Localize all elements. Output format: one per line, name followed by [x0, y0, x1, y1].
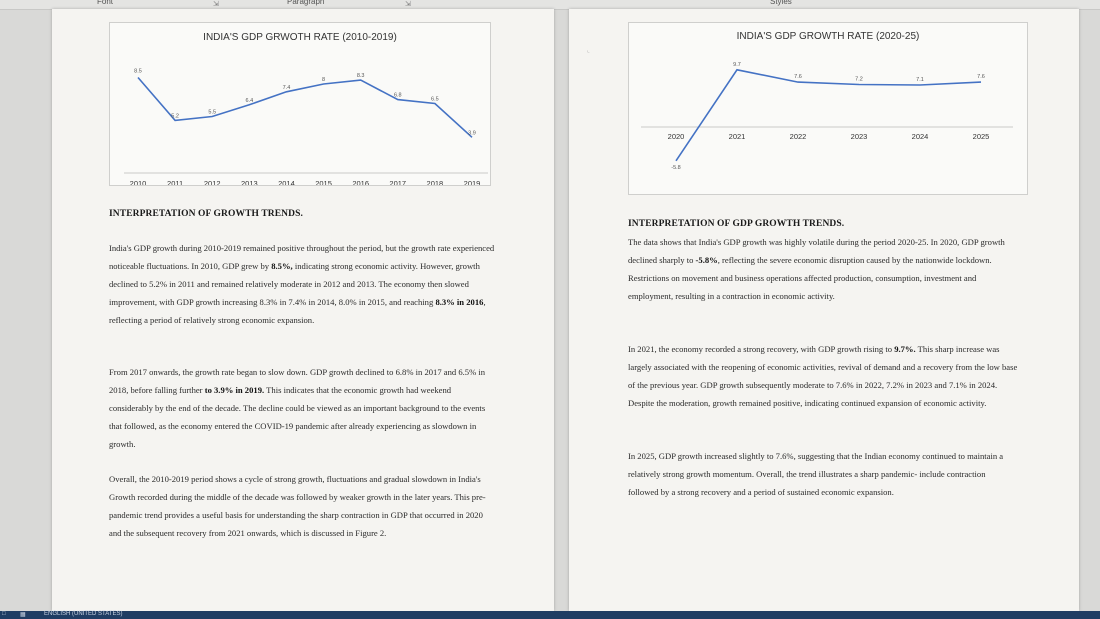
- x-tick-label: 2018: [426, 179, 444, 185]
- data-label: 8.5: [134, 68, 142, 75]
- bold-text-run: -5.8%: [695, 254, 718, 265]
- x-tick-label: 2013: [240, 179, 258, 185]
- data-label: -5.8: [671, 164, 681, 171]
- data-label: 3.9: [468, 130, 476, 137]
- data-label: 7.4: [282, 84, 291, 91]
- document-page-right[interactable]: [569, 9, 1079, 611]
- data-label: 6.4: [245, 97, 254, 104]
- chart-plot-area: [110, 23, 490, 185]
- data-label: 7.6: [794, 74, 802, 81]
- text-run: This sharp increase was largely associated with the reopening of economic activities, revival of demand and a recovery from the low base of the previous year. GDP growth subsequently moderate to 7.6% in 2022, 7.2% in 2023 and 7.1% in 2024. Despite the moderation, growth remained positive, indicating continued expansion of economic activity.: [628, 344, 1018, 408]
- paragraph-3: [628, 448, 1018, 502]
- x-tick-label: 2011: [167, 179, 184, 185]
- x-tick-label: 2021: [728, 132, 746, 141]
- paragraph-2: [628, 341, 1018, 413]
- text-run: indicating strong economic activity. However, growth declined to 5.2% in 2011 and remained relatively moderate in 2012 and 2013. The economy then slowed improvement, with GDP growth increasing 8.3% in 7.4% in 2014, 8.0% in 2015, and reaching: [109, 260, 480, 307]
- section-heading: INTERPRETATION OF GROWTH TRENDS.: [109, 209, 303, 219]
- ribbon-group-styles[interactable]: Styles: [770, 0, 792, 6]
- paragraph-3: [109, 471, 496, 543]
- x-tick-label: 2022: [789, 132, 807, 141]
- ribbon-group-font[interactable]: Font: [97, 0, 114, 6]
- data-label: 6.5: [431, 96, 439, 103]
- section-heading: INTERPRETATION OF GDP GROWTH TRENDS.: [628, 219, 845, 229]
- text-run: , reflecting a period of relatively strong economic expansion.: [109, 296, 486, 325]
- page-icon[interactable]: □: [2, 611, 6, 617]
- text-run: India's GDP growth during 2010-2019 remained positive throughout the period, but the growth rate experienced noticeable fluctuations. In 2010, GDP grew by: [109, 243, 495, 271]
- x-tick-label: 2016: [352, 179, 370, 185]
- data-label: 8: [322, 77, 326, 83]
- bold-text-run: 8.5%,: [271, 260, 293, 271]
- paragraph-1: [109, 240, 496, 330]
- data-label: 7.2: [855, 76, 863, 83]
- status-bar: [0, 611, 1100, 619]
- data-label: 7.1: [916, 77, 924, 84]
- x-tick-label: 2014: [278, 179, 295, 185]
- ribbon-group-paragraph[interactable]: Paragraph: [287, 0, 325, 6]
- dialog-launcher-icon[interactable]: ⇲: [405, 1, 411, 8]
- x-tick-label: 2015: [315, 179, 332, 185]
- data-label: 6.8: [393, 92, 402, 99]
- text-run: The data shows that India's GDP growth was highly volatile during the period 2020-25. In 2020, GDP growth declined sharply to: [628, 237, 1005, 265]
- document-page-left[interactable]: [52, 9, 554, 611]
- data-label: 8.3: [356, 73, 365, 80]
- corner-mark: ⌞: [587, 48, 590, 54]
- x-tick-label: 2025: [972, 132, 990, 141]
- data-label: 5.5: [208, 109, 217, 116]
- data-label: 5.2: [171, 113, 179, 120]
- data-label: 9.7: [733, 61, 741, 68]
- series-line: [138, 78, 472, 138]
- data-label: 7.6: [977, 74, 985, 81]
- bold-text-run: 8.3% in 2016: [435, 296, 484, 307]
- chart-plot-area: [629, 23, 1027, 194]
- text-run: From 2017 onwards, the growth rate began to slow down. GDP growth declined to 6.8% in 2017 and 6.5% in 2018, before falling further: [109, 367, 486, 395]
- text-run: In 2025, GDP growth increased slightly to 7.6%, suggesting that the Indian economy continued to maintain a relatively strong growth momentum. Overall, the trend illustrates a sharp pandemic- include contraction followed by a strong recovery and a period of sustained economic expansion.: [628, 451, 1004, 497]
- gdp-chart-2020-2025[interactable]: [628, 22, 1028, 195]
- x-tick-label: 2019: [463, 179, 481, 185]
- x-tick-label: 2010: [129, 179, 147, 185]
- x-tick-label: 2017: [389, 179, 407, 185]
- series-line: [676, 70, 981, 161]
- paragraph-2: [109, 364, 496, 454]
- bold-text-run: 9.7%.: [894, 344, 916, 354]
- dialog-launcher-icon[interactable]: ⇲: [213, 1, 219, 8]
- chart-title: INDIA'S GDP GRWOTH RATE (2010-2019): [203, 32, 397, 43]
- gdp-chart-2010-2019[interactable]: [109, 22, 491, 186]
- x-tick-label: 2023: [850, 132, 868, 141]
- x-tick-label: 2012: [203, 179, 221, 185]
- text-run: Overall, the 2010-2019 period shows a cycle of strong growth, fluctuations and gradual slowdown in India's Growth recorded during the middle of the decade was followed by weaker growth in the later years. This pre- pandemic trend provides a useful basis for understanding the sharp contraction in GDP that occurred in 2020 and the subsequent recovery from 2021 onwards, which is discussed in Figure 2.: [109, 474, 486, 538]
- language-indicator[interactable]: ENGLISH (UNITED STATES): [44, 611, 123, 617]
- text-run: This indicates that the economic growth had weekend considerably by the end of the decade. The decline could be viewed as an important background to the events that followed, as the economy entered the COVID-19 pandemic after already experiencing as slowdown in growth.: [109, 384, 486, 449]
- paragraph-1: [628, 234, 1018, 306]
- x-tick-label: 2024: [911, 132, 929, 141]
- proofing-icon[interactable]: ▦: [20, 612, 26, 618]
- bold-text-run: to 3.9% in 2019.: [204, 384, 265, 395]
- chart-title: INDIA'S GDP GROWTH RATE (2020-25): [736, 31, 920, 42]
- text-run: , reflecting the severe economic disruption caused by the nationwide lockdown. Restrictions on movement and business operations affected production, consumption, investment and employment, resulting in a contraction in economic activity.: [628, 254, 992, 301]
- x-tick-label: 2020: [667, 132, 685, 141]
- text-run: In 2021, the economy recorded a strong recovery, with GDP growth rising to: [628, 344, 895, 354]
